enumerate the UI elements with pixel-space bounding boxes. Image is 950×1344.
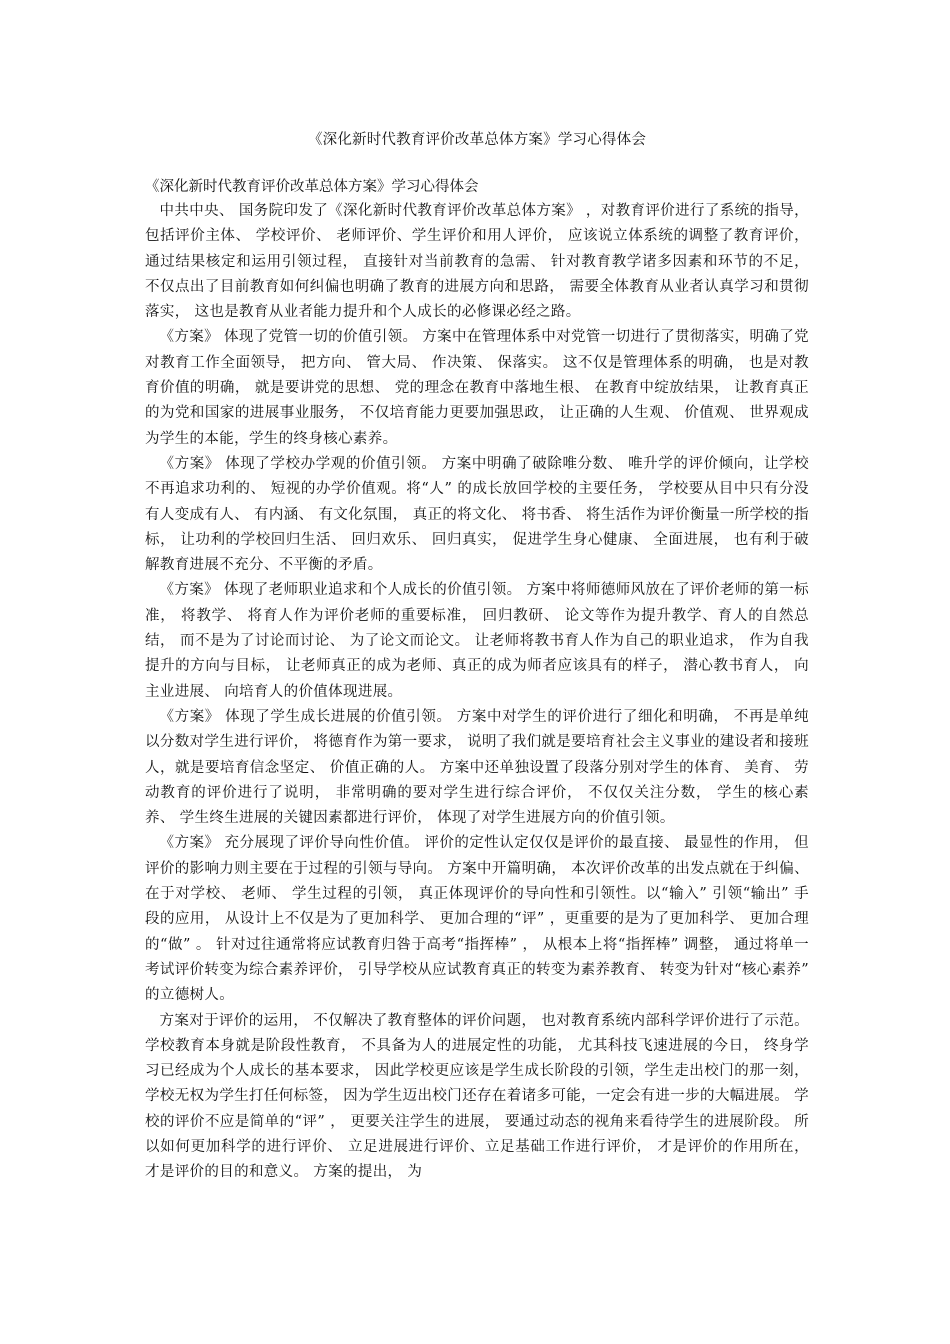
paragraph: 《方案》 体现了学校办学观的价值引领。 方案中明确了破除唯分数、 唯升学的评价倾向，让学校不再追求功利的、 短视的办学价值观。将“人” 的成长放回学校的主要任务， 学校要从目中只有分没有人变成有人、 有内涵、 有文化氛围， 真正的将文化、 将书香、 将生活作为评价衡量一所学校的指标， 让功利的学校回归生活、 回归欢乐、 回归真实， 促进学生身心健康、 全面进展， 也有利于破解教育进展不充分、不平衡的矛盾。 — [145, 455, 809, 574]
document-body — [145, 199, 809, 1186]
paragraph: 《方案》 体现了老师职业追求和个人成长的价值引领。 方案中将师德师风放在了评价老师的第一标准， 将教学、 将育人作为评价老师的重要标准， 回归教研、 论文等作为提升教学、育人的自然总结， 而不是为了讨论而讨论、 为了论文而论文。 让老师将教书育人作为自己的职业追求， 作为自我提升的方向与目标， 让老师真正的成为老师、真正的成为师者应该具有的样子， 潜心教书育人， 向主业进展、 向培育人的价值体现进展。 — [145, 582, 809, 700]
paragraph: 《方案》 充分展现了评价导向性价值。 评价的定性认定仅仅是评价的最直接、 最显性的作用， 但评价的影响力则主要在于过程的引领与导向。 方案中开篇明确， 本次评价改革的出发点就在于纠偏、 在于对学校、 老师、 学生过程的引领， 真正体现评价的导向性和引领性。以“输入” 引领“输出” 手段的应用， 从设计上不仅是为了更加科学、 更加合理的“评” ，更重要的是为了更加科学、 更加合理的“做” 。 针对过往通常将应试教育归咎于高考“指挥棒” ， 从根本上将“指挥棒” 调整， 通过将单一考试评价转变为综合素养评价， 引导学校从应试教育真正的转变为素养教育、 转变为针对“核心素养” 的立德树人。 — [145, 835, 809, 1004]
paragraph: 中共中央、 国务院印发了《深化新时代教育评价改革总体方案》 ，对教育评价进行了系统的指导， 包括评价主体、 学校评价、 老师评价、学生评价和用人评价， 应该说立体系统的调整了教育评价， 通过结果核定和运用引领过程， 直接针对当前教育的急需、 针对教育教学诸多因素和环节的不足， 不仅点出了目前教育如何纠偏也明确了教育的进展方向和思路， 需要全体教育从业者认真学习和贯彻落实， 这也是教育从业者能力提升和个人成长的必修课必经之路。 — [145, 203, 809, 321]
document-title: 《深化新时代教育评价改革总体方案》学习心得体会 — [307, 132, 647, 148]
paragraph: 方案对于评价的运用， 不仅解决了教育整体的评价问题， 也对教育系统内部科学评价进行了示范。 学校教育本身就是阶段性教育， 不具备为人的进展定性的功能， 尤其科技飞速进展的今日， 终身学习已经成为个人成长的基本要求， 因此学校更应该是学生成长阶段的引领，学生走出校门的那一刻， 学校无权为学生打任何标签， 因为学生迈出校门还存在着诸多可能，一定会有进一步的大幅进展。 学校的评价不应是简单的“评” ， 更要关注学生的进展， 要通过动态的视角来看待学生的进展阶段。 所以如何更加科学的进行评价、 立足进展进行评价、立足基础工作进行评价， 才是评价的作用所在， 才是评价的目的和意义。 方案的提出， 为 — [145, 1012, 809, 1181]
paragraph: 《方案》 体现了党管一切的价值引领。 方案中在管理体系中对党管一切进行了贯彻落实，明确了党对教育工作全面领导， 把方向、 管大局、 作决策、 保落实。 这不仅是管理体系的明确， 也是对教育价值的明确， 就是要讲党的思想、 党的理念在教育中落地生根、 在教育中绽放结果， 让教育真正的为党和国家的进展事业服务， 不仅培育能力更要加强思政， 让正确的人生观、 价值观、 世界观成为学生的本能，学生的终身核心素养。 — [145, 329, 809, 447]
document-subtitle: 《深化新时代教育评价改革总体方案》学习心得体会 — [145, 179, 479, 195]
paragraph: 《方案》 体现了学生成长进展的价值引领。 方案中对学生的评价进行了细化和明确， 不再是单纯以分数对学生进行评价， 将德育作为第一要求， 说明了我们就是要培育社会主义事业的建设者和接班人，就是要培育信念坚定、 价值正确的人。 方案中还单独设置了段落分别对学生的体育、 美育、 劳动教育的评价进行了说明， 非常明确的要对学生进行综合评价， 不仅仅关注分数， 学生的核心素养、 学生终生进展的关键因素都进行评价， 体现了对学生进展方向的价值引领。 — [145, 708, 809, 827]
